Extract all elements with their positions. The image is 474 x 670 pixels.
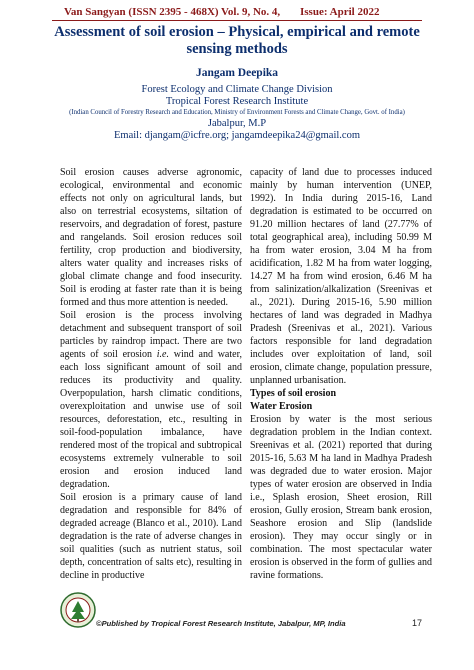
text-run: wind and water, each loss significant amount of soil and reduces its productivity and quality. Overpopulation, harsh climatic conditions, overexploitation and unwise use of soil resources, deforestation, etc., resulting in soil-food-population imbalance, have rendered most of the tropical and subtropical ecosystems extremely vulnerable to soil erosion and erosion induced land degradation. — [60, 349, 243, 490]
article-title: Assessment of soil erosion – Physical, empirical and remote sensing methods — [54, 24, 420, 57]
journal-issue: Issue: April 2022 — [300, 6, 380, 18]
right-column — [250, 166, 432, 582]
journal-name: Van Sangyan (ISSN 2395 - 468X) — [64, 6, 219, 18]
institute-seal-icon — [60, 592, 96, 628]
text-run: Soil erosion is the process involving detachment and subsequent transport of soil particles by raindrop impact. There are two agents of soil erosion — [60, 310, 242, 360]
paragraph: capacity of land due to processes induced mainly by human intervention (UNEP, 1992). In India during 2015-16, Land degradation is estimated to be occurred on 91.20 million hectares of land (27.77% of total geographical area), including 50.99 M ha from water erosion, 3.04 M ha from acidification, 1.82 M ha from water logging, 14.27 M ha from wind erosion, 6.46 M ha from salinization/alkalization (Sreenivas et al., 2021). During 2015-16, 5.90 million hectares of land was degraded in Madhya Pradesh (Sreenivas et al., 2021). Various factors responsible for land degradation includes over exploitation of land, soil erosion, climate change, population pressure, unplanned urbanisation. — [250, 167, 432, 386]
journal-header — [0, 4, 474, 20]
journal-volume: Vol. 9, No. 4, — [221, 6, 281, 18]
header-rule — [52, 20, 422, 21]
paragraph: Erosion by water is the most serious degradation problem in the Indian context. Sreenivas et al. (2021) reported that during 2015-16, 5.63 M ha land in Madhya Pradesh was degraded due to water erosion. Major types of water erosion are observed in India i.e., Splash erosion, Sheet erosion, Rill erosion, Gully erosion, Stream bank erosion, Seashore erosion and Slip (landslide erosion). They may occur singly or in combination. The most spectacular water erosion is observed in the form of gullies and ravine formations. — [250, 414, 432, 581]
paragraph: Soil erosion causes adverse agronomic, ecological, environmental and economic effects not only on agricultural lands, but also on terrestrial ecosystems, siltation of reservoirs, and degradation of forest, pasture and rangelands. Soil erosion reduces soil fertility, crop production and biodiversity, alters water quality and increases risks of global climate change and food insecurity. Soil is eroding at faster rate than it is being formed and thus more attention is needed. — [60, 167, 242, 308]
page-number: 17 — [412, 618, 423, 628]
paragraph — [60, 309, 242, 491]
subsection-heading: Water Erosion — [250, 401, 313, 412]
author-name: Jangam Deepika — [195, 67, 279, 79]
left-column — [60, 166, 242, 582]
affiliation-institute: Tropical Forest Research Institute — [165, 96, 309, 107]
affiliation-division: Forest Ecology and Climate Change Division — [141, 84, 333, 95]
italic-text: i.e. — [156, 349, 169, 360]
affiliation-email[interactable]: Email: djangam@icfre.org; jangamdeepika24@gmail.com — [114, 130, 360, 141]
footer-publisher: ©Published by Tropical Forest Research Institute, Jabalpur, MP, India — [96, 619, 346, 628]
affiliation-city: Jabalpur, M.P — [207, 118, 267, 129]
paragraph: Soil erosion is a primary cause of land degradation and responsible for 84% of degraded acreage (Blanco et al., 2010). Land degradation is the rate of adverse changes in soil qualities (such as nutrient status, soil depth, concentration of salts etc), resulting in decline in productive — [60, 492, 242, 581]
affiliation-council: (Indian Council of Forestry Research and Education, Ministry of Environment Forests and Climate Change, Govt. of India) — [69, 109, 405, 116]
section-heading: Types of soil erosion — [250, 388, 337, 399]
